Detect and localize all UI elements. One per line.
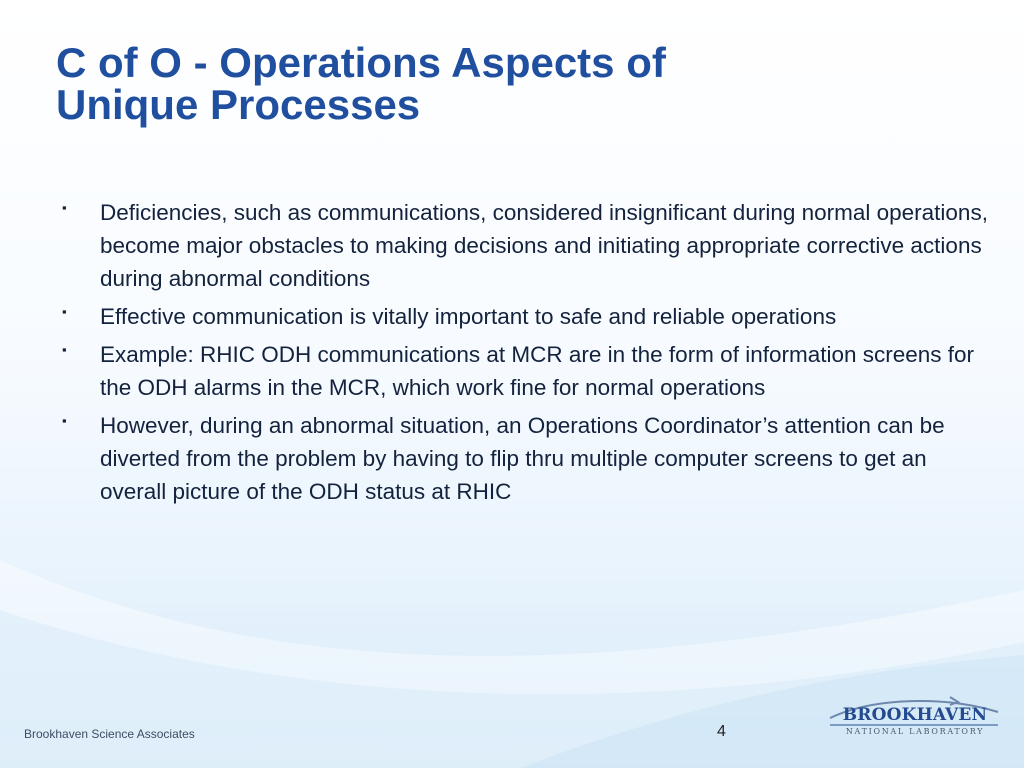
- bullet-text-deficiencies: Deficiencies, such as communications, considered insignificant during normal operations, become major obstacles to making decisions and initiating appropriate corrective actions during abnormal conditions: [100, 200, 988, 291]
- bullet-text-effective-communication: Effective communication is vitally important to safe and reliable operations: [100, 304, 837, 329]
- page-number: 4: [717, 723, 726, 740]
- square-bullet-icon: ▪: [62, 413, 67, 428]
- slide-title-line-2: Unique Processes: [56, 81, 421, 128]
- square-bullet-icon: ▪: [62, 304, 67, 319]
- slide-title: [56, 39, 956, 128]
- bullet-text-abnormal-situation: However, during an abnormal situation, an Operations Coordinator’s attention can be diverted from the problem by having to flip thru multiple computer screens to get an overall picture of the ODH status at RHIC: [100, 413, 945, 504]
- bullet-text-example: Example: RHIC ODH communications at MCR are in the form of information screens for the ODH alarms in the MCR, which work fine for normal operations: [100, 342, 975, 400]
- logo-brand-text: BROOKHAVEN: [842, 705, 988, 725]
- bullet-item-effective-communication: [62, 300, 992, 333]
- square-bullet-icon: ▪: [62, 200, 67, 215]
- bullet-item-abnormal-situation: [62, 409, 992, 508]
- bullet-item-deficiencies: [62, 196, 992, 295]
- bullet-item-example: [62, 338, 992, 404]
- square-bullet-icon: ▪: [62, 342, 67, 357]
- footer-organization: Brookhaven Science Associates: [24, 727, 195, 741]
- logo-subtitle-text: NATIONAL LABORATORY: [845, 727, 985, 736]
- bullet-list: [62, 196, 992, 513]
- slide-title-line-1: C of O - Operations Aspects of: [56, 39, 666, 86]
- brookhaven-logo: [824, 694, 1002, 748]
